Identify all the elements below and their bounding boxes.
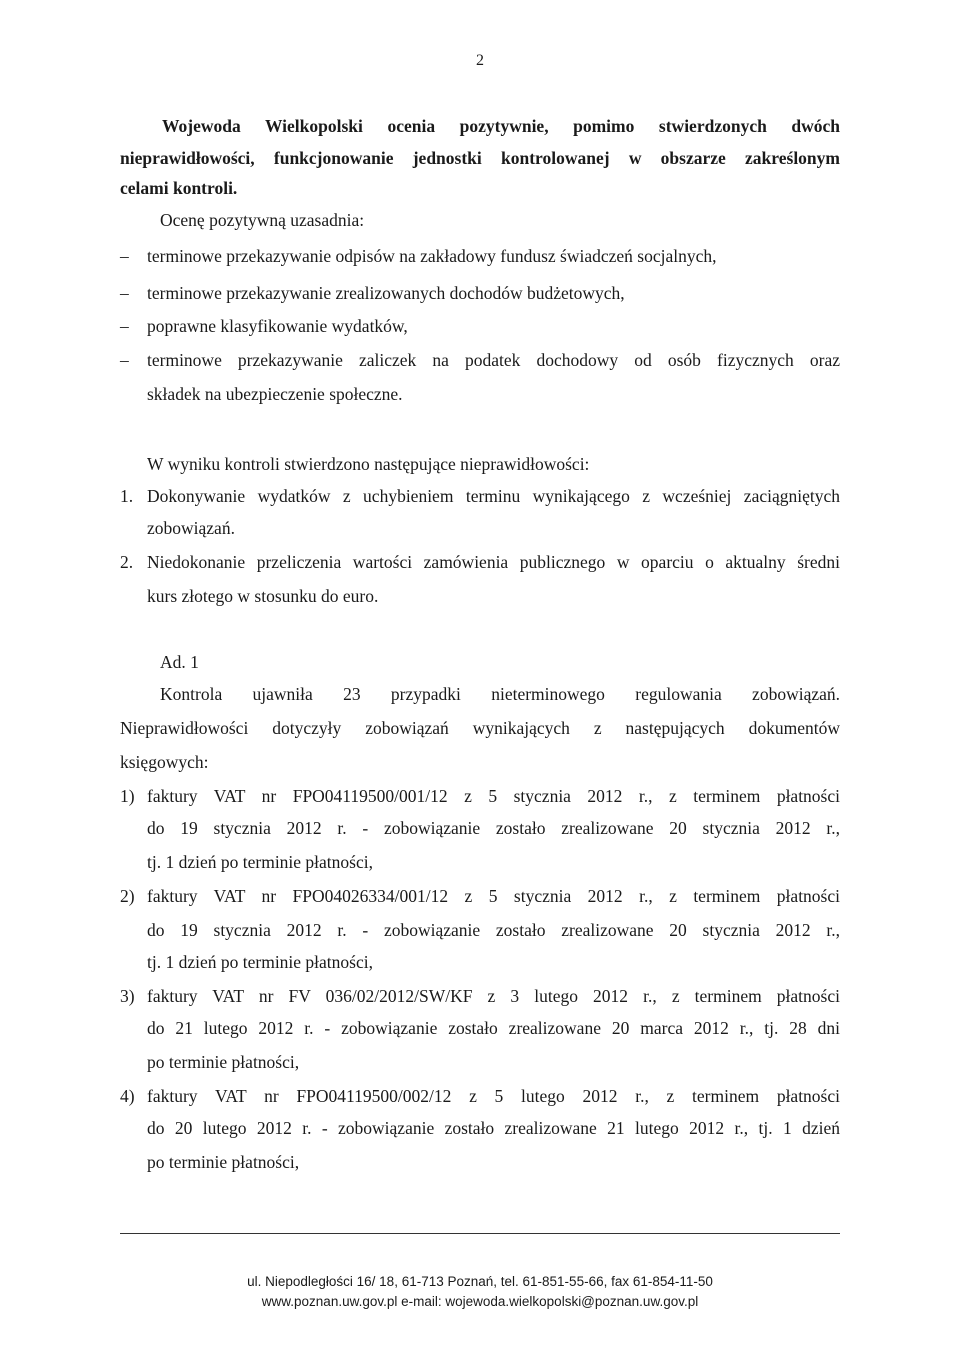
invoice-3-line-2: do 21 lutego 2012 r. - zobowiązanie zostało zrealizowane 20 marca 2012 r., tj. 28 dni [147, 1018, 840, 1038]
bullet-3: poprawne klasyfikowanie wydatków, [147, 316, 408, 336]
bullet-dash: – [120, 283, 129, 303]
findings-heading: W wyniku kontroli stwierdzono następujące nieprawidłowości: [147, 454, 590, 474]
finding-1-line-1: Dokonywanie wydatków z uchybieniem terminu wynikającego z wcześniej zaciągniętych [147, 486, 840, 506]
justification-heading: Ocenę pozytywną uzasadnia: [160, 210, 365, 230]
invoice-4-line-2: do 20 lutego 2012 r. - zobowiązanie zostało zrealizowane 21 lutego 2012 r., tj. 1 dzień [147, 1118, 840, 1138]
finding-1-line-2: zobowiązań. [147, 518, 235, 538]
invoice-4-number: 4) [120, 1086, 135, 1106]
invoice-2-line-1: faktury VAT nr FPO04026334/001/12 z 5 stycznia 2012 r., z terminem płatności [147, 886, 840, 906]
bullet-dash: – [120, 246, 129, 266]
invoice-2-line-3: tj. 1 dzień po terminie płatności, [147, 952, 373, 972]
footer-web: www.poznan.uw.gov.pl e-mail: wojewoda.wielkopolski@poznan.uw.gov.pl [261, 1294, 699, 1309]
invoice-4-line-1: faktury VAT nr FPO04119500/002/12 z 5 lutego 2012 r., z terminem płatności [147, 1086, 840, 1106]
finding-1-number: 1. [120, 486, 134, 506]
ad-paragraph-line-2: Nieprawidłowości dotyczyły zobowiązań wynikających z następujących dokumentów [120, 718, 840, 738]
intro-line-1: Wojewoda Wielkopolski ocenia pozytywnie, pomimo stwierdzonych dwóch [162, 116, 840, 136]
invoice-2-number: 2) [120, 886, 135, 906]
invoice-1-number: 1) [120, 786, 135, 806]
intro-line-2: nieprawidłowości, funkcjonowanie jednostki kontrolowanej w obszarze zakreślonym [120, 148, 840, 168]
bullet-2: terminowe przekazywanie zrealizowanych dochodów budżetowych, [147, 283, 625, 303]
invoice-3-number: 3) [120, 986, 135, 1006]
bullet-1: terminowe przekazywanie odpisów na zakładowy fundusz świadczeń socjalnych, [147, 246, 717, 266]
footer-address: ul. Niepodległości 16/ 18, 61-713 Poznań, tel. 61-851-55-66, fax 61-854-11-50 [247, 1274, 713, 1289]
footer-divider [120, 1233, 840, 1234]
page-number: 2 [476, 52, 484, 69]
intro-line-3: celami kontroli. [120, 178, 238, 198]
finding-2-line-1: Niedokonanie przeliczenia wartości zamówienia publicznego w oparciu o aktualny średni [147, 552, 840, 572]
invoice-1-line-2: do 19 stycznia 2012 r. - zobowiązanie zostało zrealizowane 20 stycznia 2012 r., [147, 818, 840, 838]
bullet-4-line-2: składek na ubezpieczenie społeczne. [147, 384, 403, 404]
ad-paragraph-line-3: księgowych: [120, 752, 209, 772]
invoice-4-line-3: po terminie płatności, [147, 1152, 300, 1172]
bullet-dash: – [120, 316, 129, 336]
invoice-3-line-1: faktury VAT nr FV 036/02/2012/SW/KF z 3 lutego 2012 r., z terminem płatności [147, 986, 840, 1006]
invoice-1-line-3: tj. 1 dzień po terminie płatności, [147, 852, 373, 872]
bullet-4-line-1: terminowe przekazywanie zaliczek na podatek dochodowy od osób fizycznych oraz [147, 350, 840, 370]
invoice-2-line-2: do 19 stycznia 2012 r. - zobowiązanie zostało zrealizowane 20 stycznia 2012 r., [147, 920, 840, 940]
bullet-dash: – [120, 350, 129, 370]
finding-2-number: 2. [120, 552, 134, 572]
invoice-3-line-3: po terminie płatności, [147, 1052, 300, 1072]
ad-paragraph-line-1: Kontrola ujawniła 23 przypadki nieterminowego regulowania zobowiązań. [160, 684, 840, 704]
finding-2-line-2: kurs złotego w stosunku do euro. [147, 586, 379, 606]
ad-heading: Ad. 1 [160, 652, 199, 672]
invoice-1-line-1: faktury VAT nr FPO04119500/001/12 z 5 stycznia 2012 r., z terminem płatności [147, 786, 840, 806]
